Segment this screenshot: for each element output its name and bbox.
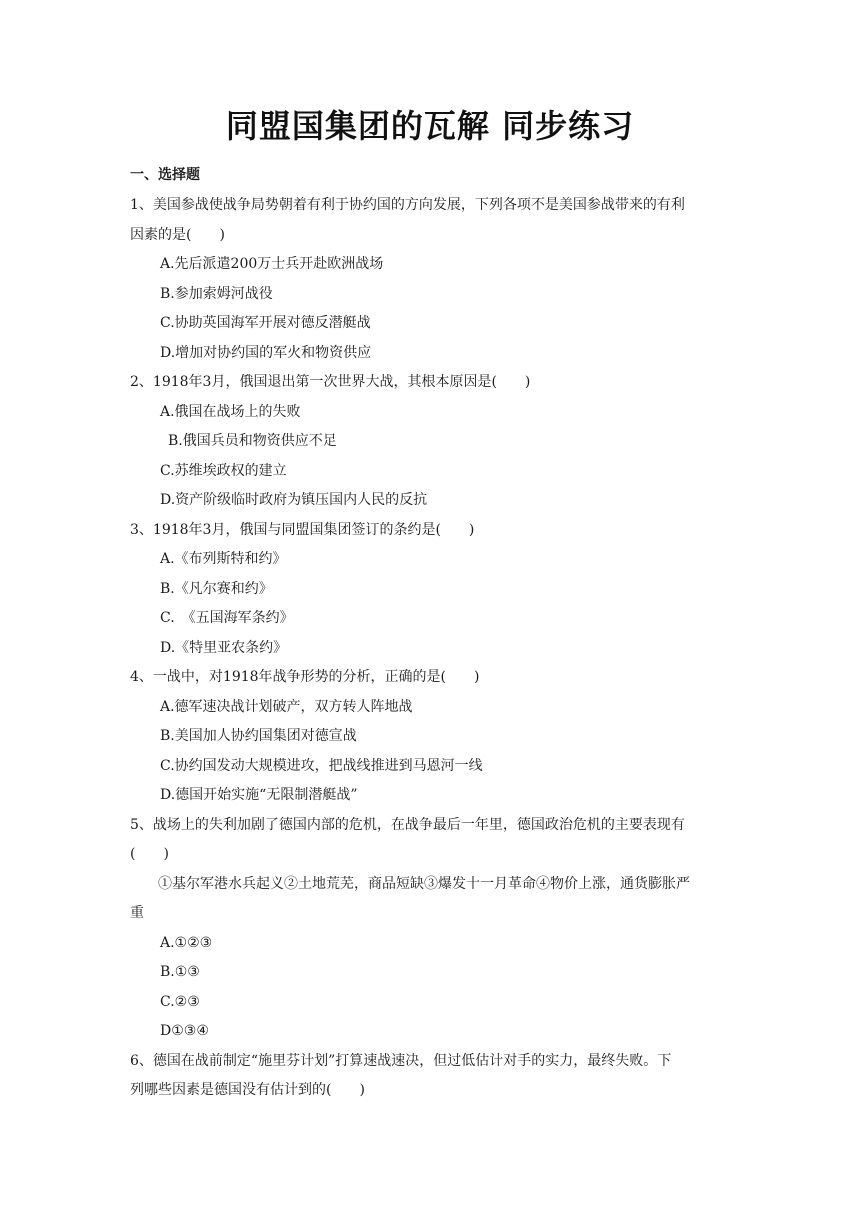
answer-option: B.①③ [160, 964, 200, 980]
question-text-continuation: 重 [130, 905, 144, 921]
answer-option: A.德军速决战计划破产，双方转人阵地战 [160, 698, 413, 715]
question-text-continuation: 列哪些因素是德国没有估计到的( ) [130, 1082, 365, 1098]
question-text: 5、战场上的失利加剧了德国内部的危机，在战争最后一年里，德国政治危机的主要表现有 [130, 816, 685, 833]
question-text: 6、德国在战前制定“施里芬计划”打算速战速决，但过低估计对手的实力，最终失败。下 [130, 1052, 672, 1069]
answer-option: B.参加索姆河战役 [160, 285, 273, 302]
answer-option: C.协助英国海军开展对德反潜艇战 [160, 315, 371, 331]
answer-option: C.协约国发动大规模进攻，把战线推进到马恩河一线 [160, 757, 483, 774]
answer-option: D.增加对协约国的军火和物资供应 [160, 344, 372, 361]
answer-option: B.《凡尔赛和约》 [160, 580, 273, 597]
answer-option: D①③④ [160, 1023, 209, 1039]
answer-option: C. 《五国海军条约》 [160, 610, 294, 626]
answer-option: A.先后派遣200万士兵开赴欧洲战场 [160, 256, 384, 272]
section-heading: 一、选择题 [130, 167, 200, 183]
answer-option: A.《布列斯特和约》 [160, 551, 287, 567]
question-list [130, 191, 735, 1106]
question-text-continuation: 因素的是( ) [130, 226, 225, 243]
question-text: 2、1918年3月，俄国退出第一次世界大战，其根本原因是( ) [130, 374, 531, 390]
answer-option: D.德国开始实施“无限制潜艇战” [160, 787, 358, 803]
question-text: 4、一战中，对1918年战争形势的分析，正确的是( ) [130, 669, 480, 685]
answer-option: B.美国加人协约国集团对德宣战 [160, 728, 357, 744]
answer-option: B.俄国兵员和物资供应不足 [168, 433, 337, 449]
answer-option: D.《特里亚农条约》 [160, 639, 288, 656]
question-text: 1、美国参战使战争局势朝着有利于协约国的方向发展，下列各项不是美国参战带来的有利 [130, 197, 685, 213]
answer-option: D.资产阶级临时政府为镇压国内人民的反抗 [160, 492, 428, 508]
answer-option: A.①②③ [160, 934, 213, 951]
answer-option: C.②③ [160, 993, 200, 1010]
question-text: 3、1918年3月，俄国与同盟国集团签订的条约是( ) [130, 521, 475, 538]
answer-option: A.俄国在战场上的失败 [160, 403, 301, 420]
question-text-continuation: ( ) [130, 846, 169, 862]
document-title: 同盟国集团的瓦解 同步练习 [225, 107, 635, 145]
answer-option: C.苏维埃政权的建立 [160, 462, 287, 479]
question-statement: ①基尔军港水兵起义②土地荒芜，商品短缺③爆发十一月革命④物价上涨，通货膨胀严 [158, 875, 690, 892]
